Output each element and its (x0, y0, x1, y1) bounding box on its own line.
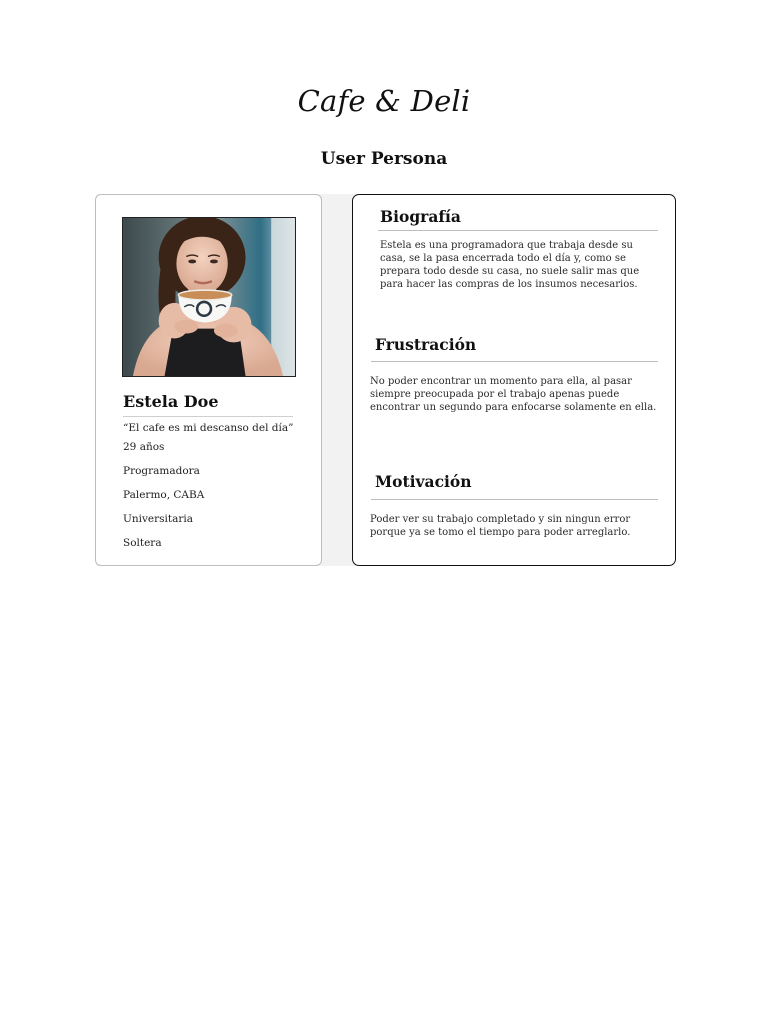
motivation-heading: Motivación (375, 472, 472, 491)
biography-text (380, 239, 639, 291)
motivation-divider (371, 499, 658, 500)
biography-line: Estela es una programadora que trabaja desde su (380, 240, 633, 251)
page-title: User Persona (320, 149, 448, 169)
persona-quote: “El cafe es mi descanso del día” (123, 422, 294, 434)
frustration-line: encontrar un segundo para enfocarse solamente en ella. (370, 402, 657, 413)
frustration-text (370, 375, 656, 414)
motivation-line: Poder ver su trabajo completado y sin ningun error (370, 514, 631, 525)
frustration-divider (371, 361, 658, 362)
motivation-line: porque ya se tomo el tiempo para poder arreglarlo. (370, 527, 631, 538)
name-divider (123, 416, 293, 417)
frustration-heading: Frustración (375, 335, 477, 354)
biography-divider (378, 230, 658, 231)
frustration-line: No poder encontrar un momento para ella, al pasar (370, 376, 632, 387)
details-card (352, 194, 676, 566)
biography-line: casa, se la pasa encerrada todo el día y, como se (380, 253, 626, 264)
frustration-line: siempre preocupada por el trabajo apenas puede (370, 389, 620, 400)
persona-education: Universitaria (123, 513, 193, 525)
biography-line: prepara todo desde su casa, no suele salir mas que (380, 266, 640, 277)
persona-occupation: Programadora (123, 465, 200, 477)
motivation-text (370, 513, 630, 539)
persona-location: Palermo, CABA (123, 489, 205, 501)
brand-title: Cafe & Deli (297, 84, 471, 118)
biography-heading: Biografía (380, 207, 461, 226)
woman-drinking-coffee-photo (122, 217, 296, 377)
biography-line: para hacer las compras de los insumos necesarios. (380, 279, 638, 290)
profile-card (95, 194, 322, 566)
persona-name: Estela Doe (123, 392, 219, 411)
persona-age: 29 años (123, 441, 165, 453)
persona-marital-status: Soltera (123, 537, 162, 549)
